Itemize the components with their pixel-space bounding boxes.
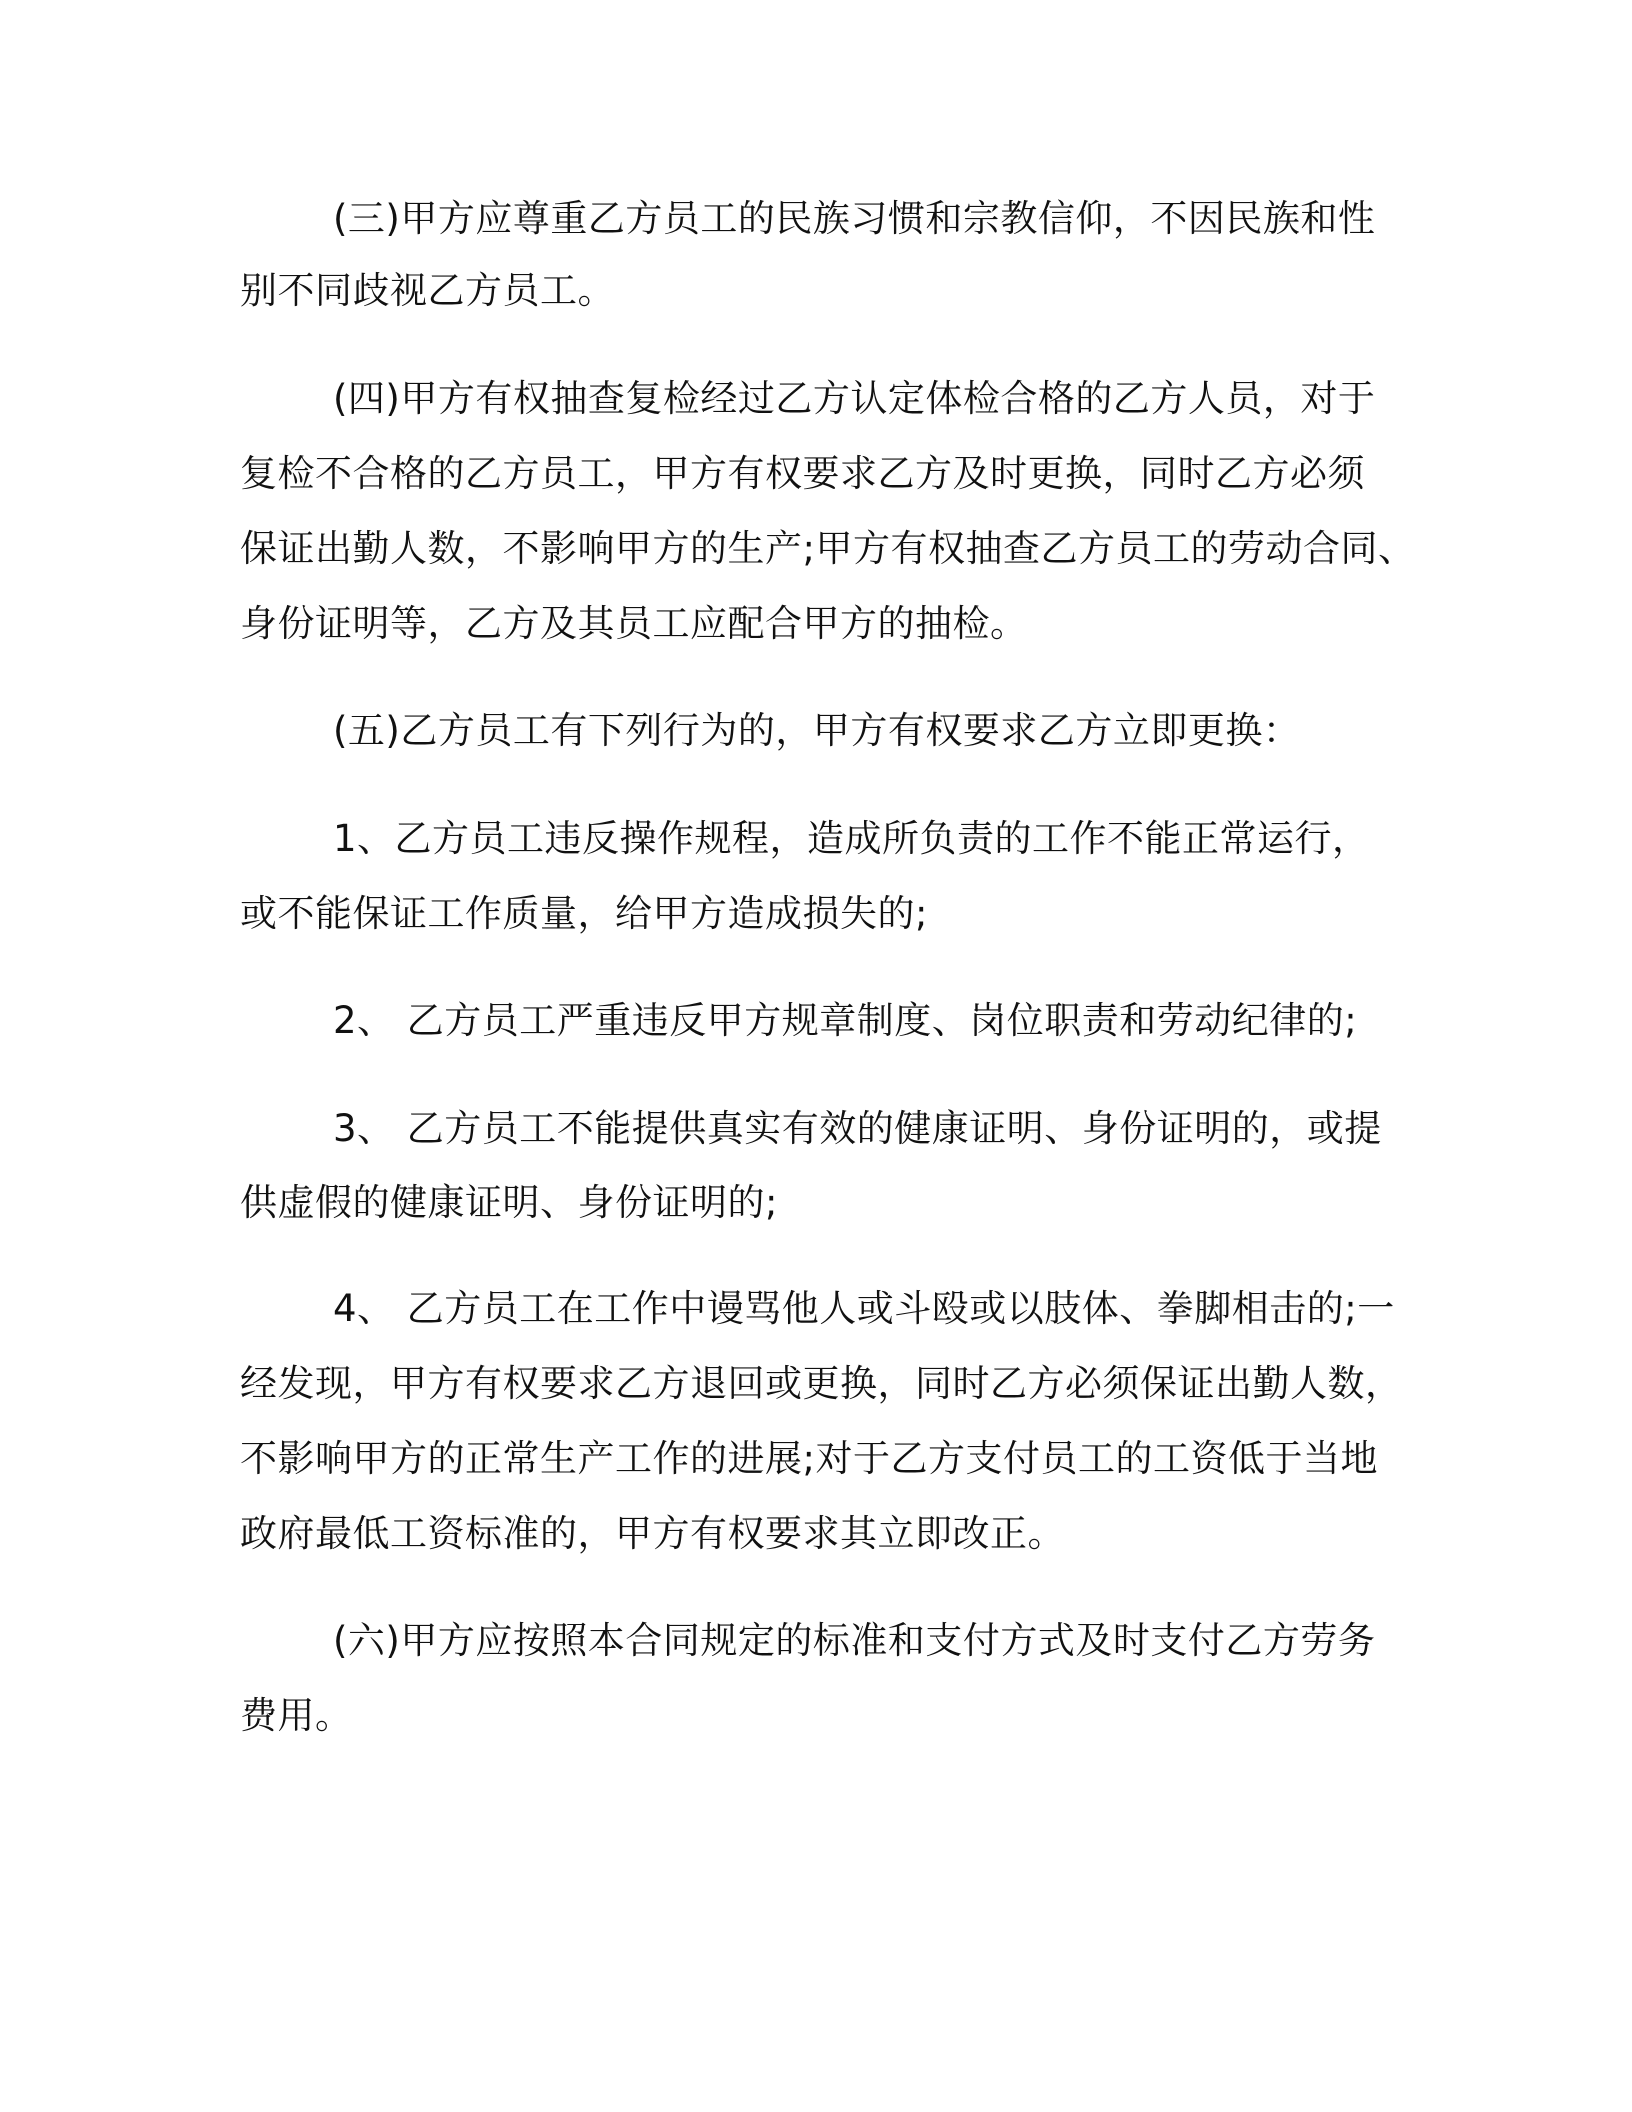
paragraph-line: (六)甲方应按照本合同规定的标准和支付方式及时支付乙方劳务 (333, 1619, 1376, 1662)
paragraph-line: 政府最低工资标准的，甲方有权要求其立即改正。 (240, 1512, 1065, 1555)
paragraph-line: 复检不合格的乙方员工，甲方有权要求乙方及时更换，同时乙方必须 (240, 452, 1365, 495)
paragraph-line: 供虚假的健康证明、身份证明的; (240, 1181, 778, 1224)
paragraph-line: (四)甲方有权抽查复检经过乙方认定体检合格的乙方人员，对于 (333, 377, 1376, 420)
paragraph-line: 2、 乙方员工严重违反甲方规章制度、岗位职责和劳动纪律的; (333, 999, 1358, 1042)
paragraph-line: 4、 乙方员工在工作中谩骂他人或斗殴或以肢体、拳脚相击的;一 (333, 1287, 1395, 1330)
paragraph-line: 不影响甲方的正常生产工作的进展;对于乙方支付员工的工资低于当地 (240, 1437, 1378, 1480)
paragraph-line: 经发现，甲方有权要求乙方退回或更换，同时乙方必须保证出勤人数， (240, 1362, 1403, 1405)
paragraph-line: 或不能保证工作质量，给甲方造成损失的; (240, 892, 928, 935)
paragraph-line: 1、乙方员工违反操作规程，造成所负责的工作不能正常运行， (333, 817, 1370, 860)
paragraph-line: 3、 乙方员工不能提供真实有效的健康证明、身份证明的，或提 (333, 1107, 1382, 1150)
paragraph-line: 别不同歧视乙方员工。 (240, 269, 615, 312)
paragraph-line: 保证出勤人数，不影响甲方的生产;甲方有权抽查乙方员工的劳动合同、 (240, 527, 1416, 570)
paragraph-line: (三)甲方应尊重乙方员工的民族习惯和宗教信仰，不因民族和性 (333, 197, 1376, 240)
paragraph-line: (五)乙方员工有下列行为的，甲方有权要求乙方立即更换： (333, 709, 1301, 752)
paragraph-line: 费用。 (240, 1694, 353, 1737)
paragraph-line: 身份证明等，乙方及其员工应配合甲方的抽检。 (240, 602, 1028, 645)
